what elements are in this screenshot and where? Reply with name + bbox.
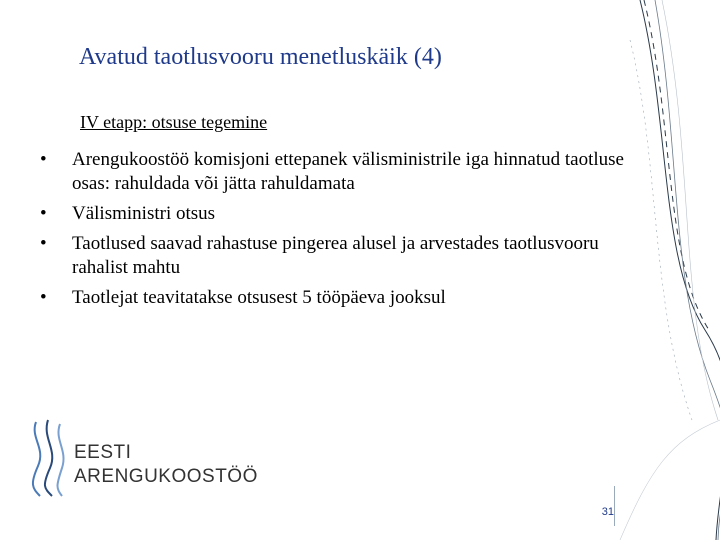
list-item xyxy=(40,232,640,280)
list-item-text: Välisministri otsus xyxy=(72,203,216,224)
bullet-icon: • xyxy=(40,149,47,170)
page-title: Avatud taotlusvooru menetluskäik (4) xyxy=(79,44,442,70)
page-number: 31 xyxy=(601,506,614,518)
bullet-list xyxy=(40,148,640,316)
list-item-text: Taotlejat teavitatakse otsusest 5 tööpäeva jooksul xyxy=(72,287,446,308)
bullet-icon: • xyxy=(40,233,47,254)
list-item-text: Taotlused saavad rahastuse pingerea alusel ja arvestades taotlusvooru rahalist mahtu xyxy=(72,233,599,278)
bullet-icon: • xyxy=(40,203,47,224)
organization-logo xyxy=(28,418,268,498)
logo-text-line2: ARENGUKOOSTÖÖ xyxy=(74,466,258,487)
list-item xyxy=(40,202,640,226)
bullet-icon: • xyxy=(40,287,47,308)
page-number-divider xyxy=(614,486,615,526)
logo-text-line1: EESTI xyxy=(74,442,132,463)
logo-mark-icon xyxy=(28,418,68,498)
list-item xyxy=(40,148,640,196)
list-item-text: Arengukoostöö komisjoni ettepanek välisministrile iga hinnatud taotluse osas: rahuldada või jätta rahuldamata xyxy=(72,149,624,194)
list-item xyxy=(40,286,640,310)
section-subtitle: IV etapp: otsuse tegemine xyxy=(80,112,268,132)
